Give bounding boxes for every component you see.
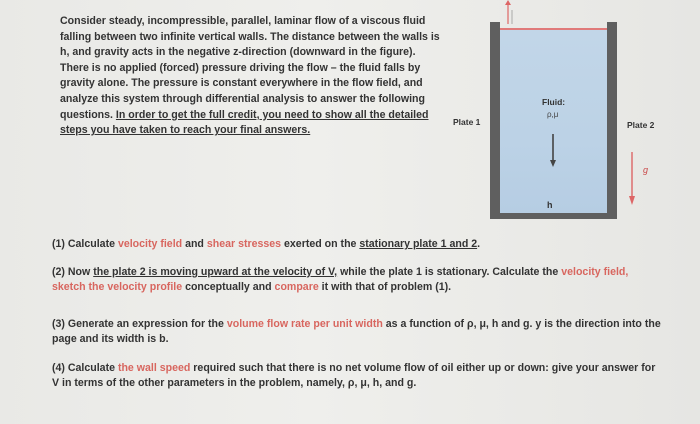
q4-text-a: (4) Calculate <box>52 362 118 374</box>
q1-text-c: and <box>182 238 207 250</box>
question-4 <box>52 361 662 391</box>
q1-text-a: (1) Calculate <box>52 238 118 250</box>
problem-statement <box>60 14 442 139</box>
z-axis-arrow <box>502 0 522 26</box>
gravity-arrow-icon <box>627 152 637 206</box>
q2-text-g: it with that of problem (1). <box>318 281 452 293</box>
plate-2-label: Plate 2 <box>627 120 655 130</box>
fluid-label: Fluid: <box>542 97 566 107</box>
q2-text-c: while the plate 1 is stationary. Calculate the <box>337 266 562 278</box>
q1-highlight-shear: shear stresses <box>206 238 282 250</box>
q1-text-e: exerted on the <box>281 238 360 250</box>
question-1 <box>52 237 662 252</box>
gravity-label: g <box>643 165 649 175</box>
q4-text-c: required such that there is no net volume flow of oil either up or down: give your answer for V in terms of the other parameters in the problem, namely, ρ, μ, h, and g. <box>52 362 656 389</box>
flow-figure <box>455 0 700 230</box>
gap-width-label: h <box>547 200 553 210</box>
q1-underline-plates: stationary plate 1 and 2 <box>359 238 478 250</box>
q4-highlight-wallspeed: the wall speed <box>117 362 191 374</box>
question-2 <box>52 265 662 295</box>
fluid-surface-line <box>500 28 607 30</box>
q1-text-g: . <box>477 238 481 250</box>
plate-2-wall <box>607 22 617 219</box>
problem-text: Consider steady, incompressible, parallel, laminar flow of a viscous fluid falling between two infinite vertical walls. The distance between the walls is h, and gravity acts in the negative z-direction (downward in the figure). There is no applied (forced) pressure driving the flow – the fluid falls by gravity alone. The pressure is constant everywhere in the flow field, and analyze this system through differential analysis to answer the following questions. <box>60 15 440 121</box>
question-3 <box>52 317 662 347</box>
plate-1-label: Plate 1 <box>453 117 481 127</box>
q3-text-a: (3) Generate an expression for the <box>52 318 227 330</box>
fluid-region <box>500 29 607 213</box>
plate-1-wall <box>490 22 500 219</box>
flow-direction-arrow-icon <box>549 134 557 168</box>
bottom-wall <box>490 213 617 219</box>
q1-highlight-velocity: velocity field <box>117 238 183 250</box>
q2-text-e: conceptually and <box>182 281 275 293</box>
q3-text-c: as a function of ρ, μ, h and g. y is the direction into the page and its width is b. <box>52 318 661 345</box>
q2-highlight-velocity: velocity field, sketch the velocity profile <box>52 266 629 293</box>
q2-underline-moving: the plate 2 is moving upward at the velocity of V, <box>93 266 338 278</box>
q3-highlight-flowrate: volume flow rate per unit width <box>226 318 383 330</box>
fluid-properties: ρ,μ <box>547 110 559 119</box>
credit-note: In order to get the full credit, you need to show all the detailed steps you have taken to reach your final answers. <box>60 108 429 137</box>
q2-text-a: (2) Now <box>52 266 94 278</box>
q2-highlight-compare: compare <box>274 281 319 293</box>
